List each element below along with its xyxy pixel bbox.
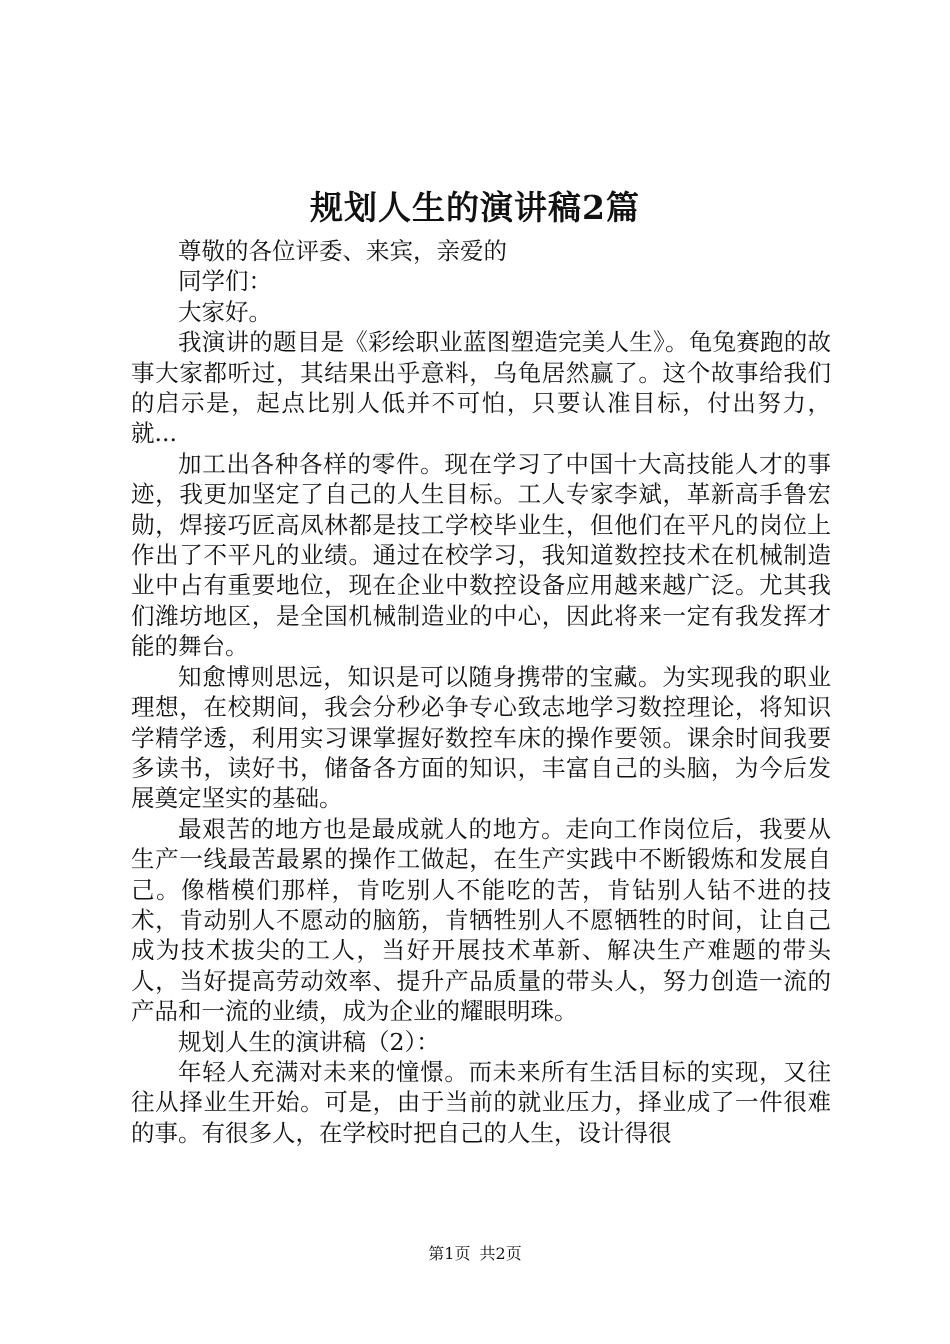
paragraph-youth: 年轻人充满对未来的憧憬。而未来所有生活目标的实现，又往往从择业生开始。可是，由于当前的就业压力，择业成了一件很难的事。有很多人，在学校时把自己的人生，设计得很 [131,1057,831,1147]
paragraph-greeting: 尊敬的各位评委、来宾，亲爱的 [178,237,507,265]
paragraph-hardship: 最艰苦的地方也是最成就人的地方。走向工作岗位后，我要从生产一线最苦最累的操作工做起，在生产实践中不断锻炼和发展自己。像楷模们那样，肯吃别人不能吃的苦，肯钻别人钻不进的技术，肯动别人不愿动的脑筋，肯牺牲别人不愿牺牲的时间，让自己成为技术拔尖的工人，当好开展技术革新、解决生产难题的带头人，当好提高劳动效率、提升产品质量的带头人，努力创造一流的产品和一流的业绩，成为企业的耀眼明珠。 [131,814,831,1026]
page-total: 共2页 [479,1244,522,1263]
page-footer [0,1242,950,1266]
document-body [131,236,831,1148]
document-title: 规划人生的演讲稿2篇 [310,188,640,227]
paragraph-skills: 加工出各种各样的零件。现在学习了中国十大高技能人才的事迹，我更加坚定了自己的人生目标。工人专家李斌，革新高手鲁宏勋，焊接巧匠高凤林都是技工学校毕业生，但他们在平凡的岗位上作出了不平凡的业绩。通过在校学习，我知道数控技术在机械制造业中占有重要地位，现在企业中数控设备应用越来越广泛。尤其我们潍坊地区，是全国机械制造业的中心，因此将来一定有我发挥才能的舞台。 [131,449,831,661]
paragraph-knowledge: 知愈博则思远，知识是可以随身携带的宝藏。为实现我的职业理想，在校期间，我会分秒必争专心致志地学习数控理论，将知识学精学透，利用实习课掌握好数控车床的操作要领。课余时间我要多读书，读好书，储备各方面的知识，丰富自己的头脑，为今后发展奠定坚实的基础。 [131,662,831,813]
page-number: 第1页 [428,1244,471,1263]
paragraph-section-two-heading: 规划人生的演讲稿（2）： [178,1027,440,1056]
paragraph-audience: 同学们： [178,267,272,296]
paragraph-topic: 我演讲的题目是《彩绘职业蓝图塑造完美人生》。龟兔赛跑的故事大家都听过，其结果出乎意料，乌龟居然赢了。这个故事给我们的启示是，起点比别人低并不可怕，只要认准目标，付出努力，就... [131,328,831,448]
paragraph-hello: 大家好。 [178,297,272,326]
